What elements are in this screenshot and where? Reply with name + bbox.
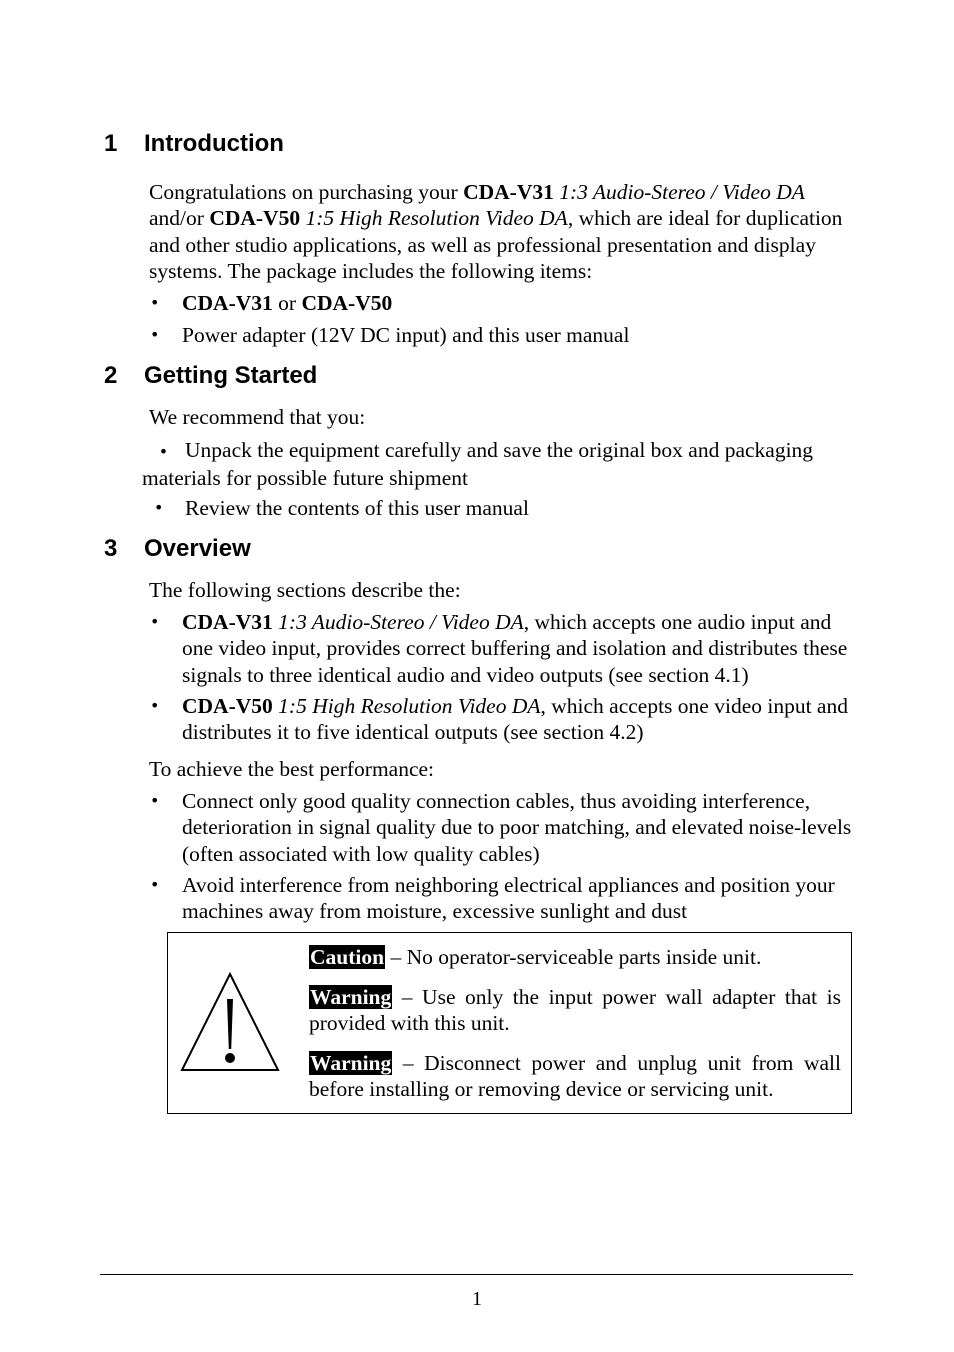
bullet-icon: •	[154, 498, 164, 517]
list-item: Avoid interference from neighboring electrical appliances and position your machines away from moisture, excessive sunlight and dust	[182, 873, 835, 924]
product-name: CDA-V31	[182, 291, 273, 315]
bullet-icon: •	[150, 791, 160, 810]
bullet-icon: •	[150, 696, 160, 715]
text-run: , which accepts one video input and distributes it to five identical outputs (see section 4.2)	[182, 694, 848, 745]
product-name: CDA-V50	[209, 206, 301, 231]
section-number: 2	[104, 362, 118, 389]
bullet-icon: •	[158, 442, 169, 461]
list-item	[182, 609, 862, 688]
section-heading-getting-started	[104, 362, 317, 390]
warning-note	[309, 984, 841, 1037]
product-description: 1:3 Audio-Stereo / Video DA	[553, 180, 805, 204]
intro-paragraph: We recommend that you:	[149, 405, 366, 429]
section-title: Overview	[144, 535, 251, 562]
section-title: Introduction	[144, 130, 284, 157]
section-title: Getting Started	[144, 362, 318, 389]
list-item: Connect only good quality connection cables, thus avoiding interference, deterioration in signal quality due to poor matching, and elevated noise-levels (often associated with low quality cables)	[182, 789, 852, 866]
product-name: CDA-V50	[301, 291, 393, 315]
note-text: – No operator-serviceable parts inside unit.	[385, 945, 762, 969]
bullet-icon: •	[150, 325, 160, 344]
list-item: Review the contents of this user manual	[185, 496, 529, 520]
caution-label: Caution	[310, 945, 385, 969]
page-number: 1	[472, 1288, 482, 1310]
footer-rule	[100, 1274, 853, 1275]
text-run: Congratulations on purchasing your	[149, 180, 464, 204]
bullet-icon: •	[150, 612, 160, 631]
text-run: and/or	[149, 206, 210, 231]
note-text: – Use only the input power wall adapter that is provided with this unit.	[309, 985, 841, 1036]
bullet-icon: •	[150, 875, 160, 894]
intro-paragraph	[149, 179, 861, 285]
section-number: 3	[104, 535, 118, 562]
section-heading-overview	[104, 535, 251, 563]
section-heading-introduction	[104, 130, 284, 158]
product-description: 1:5 High Resolution Video DA	[300, 206, 568, 231]
product-description: 1:3 Audio-Stereo / Video DA	[272, 610, 524, 634]
list-item: Power adapter (12V DC input) and this user manual	[182, 323, 630, 347]
text-run: , which are ideal for duplication and other studio applications, as well as professional presentation and display systems. The package includes the following items:	[149, 206, 843, 284]
list-item-text: Unpack the equipment carefully and save the original box and packaging materials for possible future shipment	[142, 438, 814, 491]
list-item	[182, 290, 862, 316]
product-description: 1:5 High Resolution Video DA	[272, 694, 541, 718]
note-text: – Disconnect power and unplug unit from wall before installing or removing device or servicing unit.	[309, 1051, 841, 1102]
list-item	[142, 437, 857, 492]
product-name: CDA-V50	[182, 694, 273, 718]
caution-box	[167, 932, 852, 1114]
performance-intro: To achieve the best performance:	[149, 757, 435, 781]
section-number: 1	[104, 130, 118, 157]
text-run: , which accepts one audio input and one video input, provides correct buffering and isolation and distributes these signals to three identical audio and video outputs (see section 4.1)	[182, 610, 848, 687]
warning-triangle-icon	[180, 971, 280, 1073]
intro-paragraph: The following sections describe the:	[149, 578, 461, 602]
list-item	[182, 693, 862, 746]
product-name: CDA-V31	[182, 610, 273, 634]
text-run: or	[272, 291, 302, 315]
bullet-icon: •	[150, 293, 160, 312]
caution-note	[309, 944, 841, 970]
product-name: CDA-V31	[463, 180, 554, 204]
warning-note	[309, 1050, 841, 1103]
warning-label: Warning	[310, 985, 392, 1009]
warning-label: Warning	[310, 1051, 392, 1075]
